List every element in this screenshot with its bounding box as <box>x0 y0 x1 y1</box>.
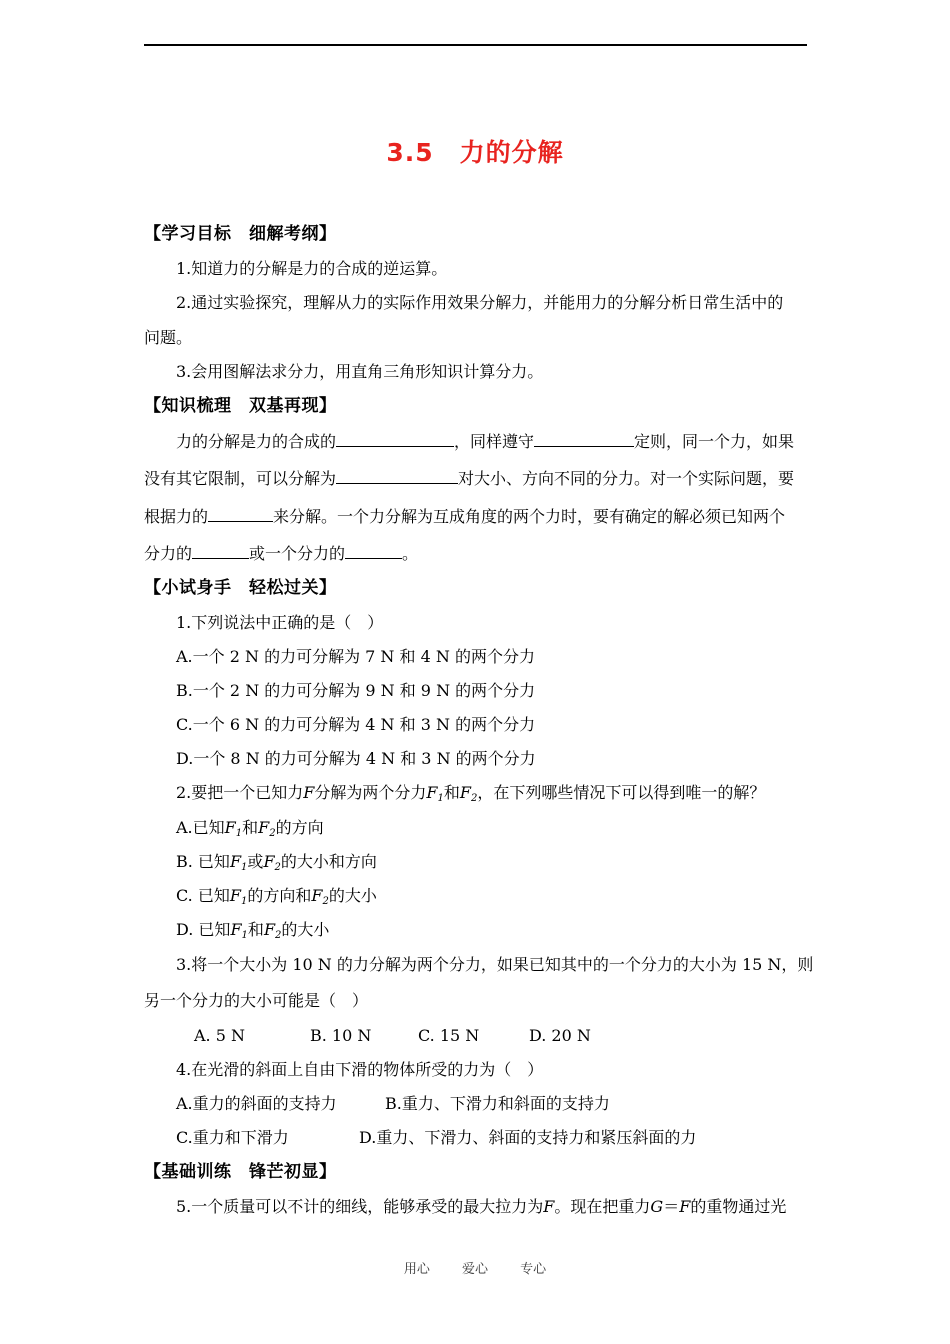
fill-blank[interactable] <box>192 543 249 559</box>
fill-blank[interactable] <box>345 543 402 559</box>
q2-text: 分解为两个分力 <box>314 783 427 802</box>
force-symbol: F <box>258 818 270 837</box>
q2-text: ，在下列哪些情况下可以得到唯一的解？ <box>477 783 766 802</box>
force-symbol: F <box>303 783 315 802</box>
option-text: 的方向和 <box>247 886 312 905</box>
option-text: 和 <box>247 920 264 939</box>
knowledge-text: 分力的 <box>144 544 193 563</box>
option-text: 的大小和方向 <box>280 852 377 871</box>
question-4-options-row-2 <box>176 1128 839 1148</box>
objective-item-3: 3.会用图解法求分力，用直角三角形知识计算分力。 <box>176 362 544 381</box>
objective-item-2: 2.通过实验探究，理解从力的实际作用效果分解力，并能用力的分解分析日常生活中的 <box>176 293 784 312</box>
subscript: 2 <box>274 862 281 873</box>
question-4-options-row-1 <box>176 1094 839 1114</box>
footer-text: 用心 <box>403 1262 430 1277</box>
fill-blank[interactable] <box>534 431 634 447</box>
option-text: D. 已知 <box>176 920 231 939</box>
section-heading-objectives: 【学习目标 细解考纲】 <box>144 224 337 244</box>
question-5-stem <box>176 1197 839 1217</box>
knowledge-text: 对大小、方向不同的分力。对一个实际问题，要 <box>458 469 795 488</box>
q2-text: 2.要把一个已知力 <box>176 783 304 802</box>
fill-blank[interactable] <box>208 506 273 522</box>
force-symbol: F <box>543 1197 555 1216</box>
section-heading-knowledge: 【知识梳理 双基再现】 <box>144 396 337 416</box>
question-3-options <box>194 1026 857 1046</box>
option-a: A.重力的斜面的支持力 <box>176 1094 337 1113</box>
option-b: B.重力、下滑力和斜面的支持力 <box>385 1094 610 1113</box>
question-1-option-a: A.一个 2 N 的力可分解为 7 N 和 4 N 的两个分力 <box>176 647 535 666</box>
subscript: 1 <box>437 793 444 804</box>
gravity-symbol: G <box>650 1197 664 1216</box>
footer-text: 专心 <box>520 1262 547 1277</box>
knowledge-text: 没有其它限制，可以分解为 <box>144 469 337 488</box>
question-2-option-c <box>176 886 839 912</box>
question-2-option-b <box>176 852 839 878</box>
objective-item-1: 1.知道力的分解是力的合成的逆运算。 <box>176 259 448 278</box>
question-1-option-b: B.一个 2 N 的力可分解为 9 N 和 9 N 的两个分力 <box>176 681 536 700</box>
force-symbol: F <box>426 783 438 802</box>
subscript: 2 <box>269 828 276 839</box>
force-symbol: F <box>263 920 276 939</box>
question-3-stem: 3.将一个大小为 10 N 的力分解为两个分力，如果已知其中的一个分力的大小为 15 N，则 <box>176 955 814 974</box>
knowledge-text: 根据力的 <box>144 507 209 526</box>
option-text: C. 已知 <box>176 886 230 905</box>
option-text: 和 <box>242 818 259 837</box>
knowledge-text: 定则，同一个力，如果 <box>634 432 795 451</box>
subscript: 1 <box>235 828 243 839</box>
force-symbol: F <box>229 852 242 871</box>
question-4-stem: 4.在光滑的斜面上自由下滑的物体所受的力为（ ） <box>176 1060 544 1079</box>
option-text: B. 已知 <box>176 852 230 871</box>
page-title: 3.5 力的分解 <box>386 138 564 167</box>
force-symbol: F <box>311 886 323 905</box>
question-1-stem: 1.下列说法中正确的是（ ） <box>176 613 384 632</box>
question-3-stem-cont: 另一个分力的大小可能是（ ） <box>144 991 369 1010</box>
fill-blank[interactable] <box>336 431 454 447</box>
q5-text: ＝ <box>663 1197 680 1216</box>
knowledge-line-1 <box>176 431 839 452</box>
question-1-option-c: C.一个 6 N 的力可分解为 4 N 和 3 N 的两个分力 <box>176 715 536 734</box>
option-a: A. 5 N <box>194 1026 245 1045</box>
subscript: 1 <box>240 896 248 907</box>
knowledge-text: 力的分解是力的合成的 <box>176 432 337 451</box>
option-text: A.已知 <box>176 818 225 837</box>
knowledge-text: 或一个分力的 <box>249 544 346 563</box>
question-2-stem <box>176 783 839 809</box>
subscript: 2 <box>322 896 329 907</box>
knowledge-line-4 <box>144 543 807 564</box>
subscript: 2 <box>471 793 478 804</box>
page-footer <box>0 1258 950 1277</box>
knowledge-text: 来分解。一个力分解为互成角度的两个力时，要有确定的解必须已知两个 <box>273 507 786 526</box>
option-text: 的大小 <box>281 920 330 939</box>
force-symbol: F <box>459 783 472 802</box>
force-symbol: F <box>679 1197 691 1216</box>
option-b: B. 10 N <box>310 1026 372 1045</box>
force-symbol: F <box>263 852 275 871</box>
subscript: 2 <box>275 930 282 941</box>
fill-blank[interactable] <box>336 468 458 484</box>
knowledge-line-3 <box>144 506 807 527</box>
footer-text: 爱心 <box>461 1262 488 1277</box>
option-text: 的方向 <box>275 818 324 837</box>
option-text: 或 <box>247 852 264 871</box>
header-rule <box>144 44 807 46</box>
section-heading-basic: 【基础训练 锋芒初显】 <box>144 1162 337 1182</box>
question-1-option-d: D.一个 8 N 的力可分解为 4 N 和 3 N 的两个分力 <box>176 749 536 768</box>
force-symbol: F <box>230 920 242 939</box>
q5-text: 5.一个质量可以不计的细线，能够承受的最大拉力为 <box>176 1197 544 1216</box>
question-2-option-a <box>176 818 839 844</box>
option-c: C. 15 N <box>418 1026 480 1045</box>
force-symbol: F <box>224 818 236 837</box>
knowledge-line-2 <box>144 468 807 489</box>
q2-text: 和 <box>443 783 460 802</box>
subscript: 1 <box>241 862 248 873</box>
q5-text: 。现在把重力 <box>554 1197 651 1216</box>
knowledge-text: 。 <box>402 544 419 563</box>
q5-text: 的重物通过光 <box>690 1197 787 1216</box>
option-d: D.重力、下滑力、斜面的支持力和紧压斜面的力 <box>359 1128 697 1147</box>
section-heading-quick: 【小试身手 轻松过关】 <box>144 578 337 598</box>
knowledge-text: ，同样遵守 <box>454 432 535 451</box>
force-symbol: F <box>229 886 241 905</box>
objective-item-2-cont: 问题。 <box>144 328 193 347</box>
question-2-option-d <box>176 920 839 946</box>
subscript: 1 <box>241 930 248 941</box>
option-text: 的大小 <box>328 886 377 905</box>
option-d: D. 20 N <box>529 1026 591 1045</box>
option-c: C.重力和下滑力 <box>176 1128 289 1147</box>
